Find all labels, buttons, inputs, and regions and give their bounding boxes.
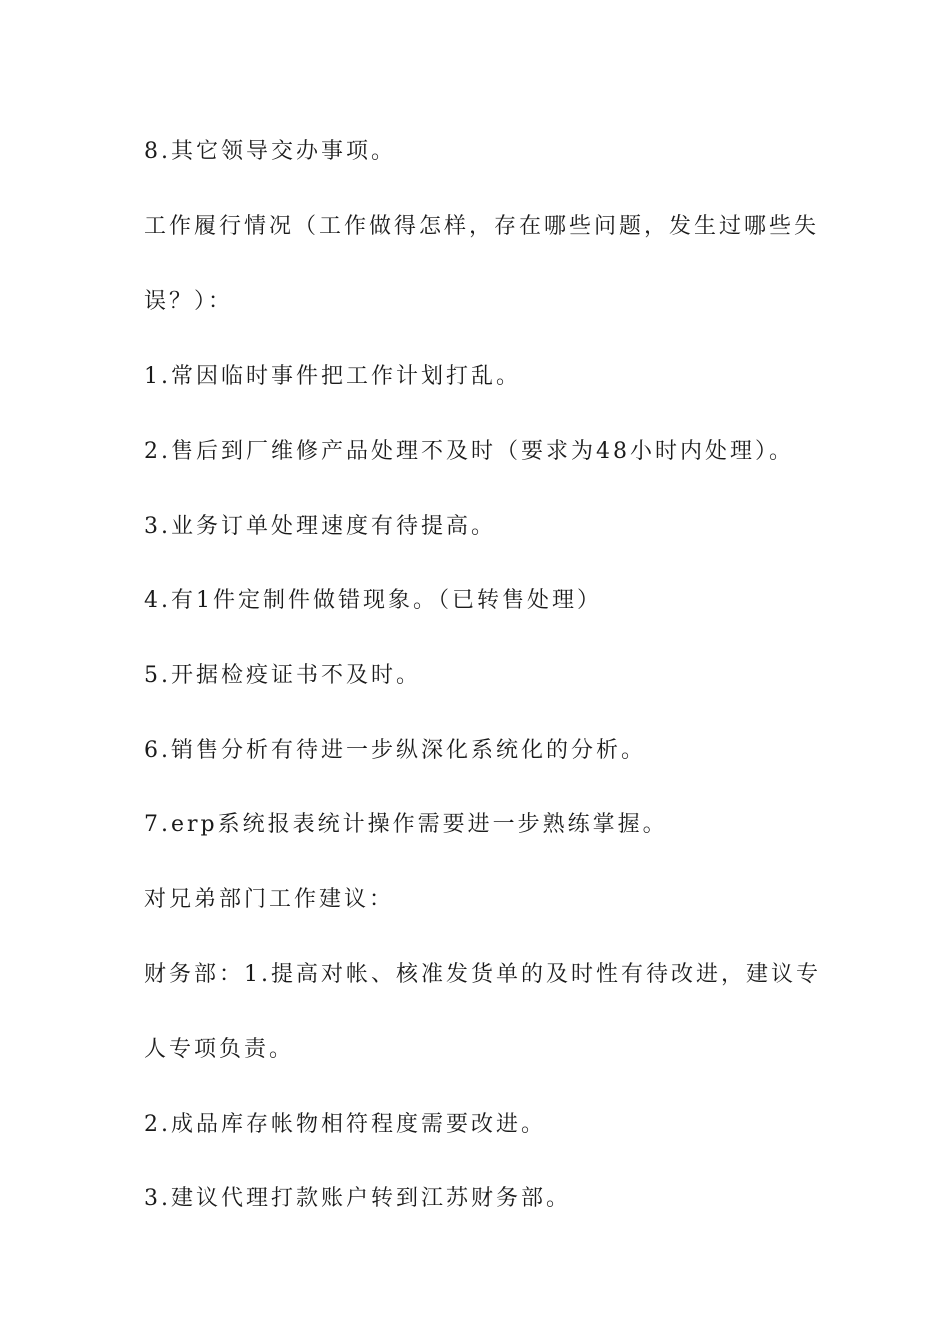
- finance-suggestion-1-line-2: 人专项负责。: [144, 1037, 295, 1062]
- issue-3: 3.业务订单处理速度有待提高。: [144, 514, 496, 539]
- suggestions-heading: 对兄弟部门工作建议：: [144, 887, 395, 912]
- issue-4: 4.有1件定制件做错现象。（已转售处理）: [144, 588, 602, 613]
- issue-7: 7.erp系统报表统计操作需要进一步熟练掌握。: [144, 812, 668, 837]
- performance-heading-line-1: 工作履行情况（工作做得怎样，存在哪些问题，发生过哪些失: [144, 214, 820, 239]
- finance-suggestion-3: 3.建议代理打款账户转到江苏财务部。: [144, 1186, 571, 1211]
- performance-heading-line-2: 误？）：: [144, 289, 234, 314]
- issue-5: 5.开据检疫证书不及时。: [144, 663, 421, 688]
- finance-suggestion-2: 2.成品库存帐物相符程度需要改进。: [144, 1112, 546, 1137]
- item-8-leader-tasks: 8.其它领导交办事项。: [144, 139, 396, 164]
- issue-2: 2.售后到厂维修产品处理不及时（要求为48小时内处理）。: [144, 439, 794, 464]
- issue-1: 1.常因临时事件把工作计划打乱。: [144, 364, 521, 389]
- issue-6: 6.销售分析有待进一步纵深化系统化的分析。: [144, 738, 646, 763]
- finance-suggestion-1-line-1: 财务部：1.提高对帐、核准发货单的及时性有待改进，建议专: [144, 962, 821, 987]
